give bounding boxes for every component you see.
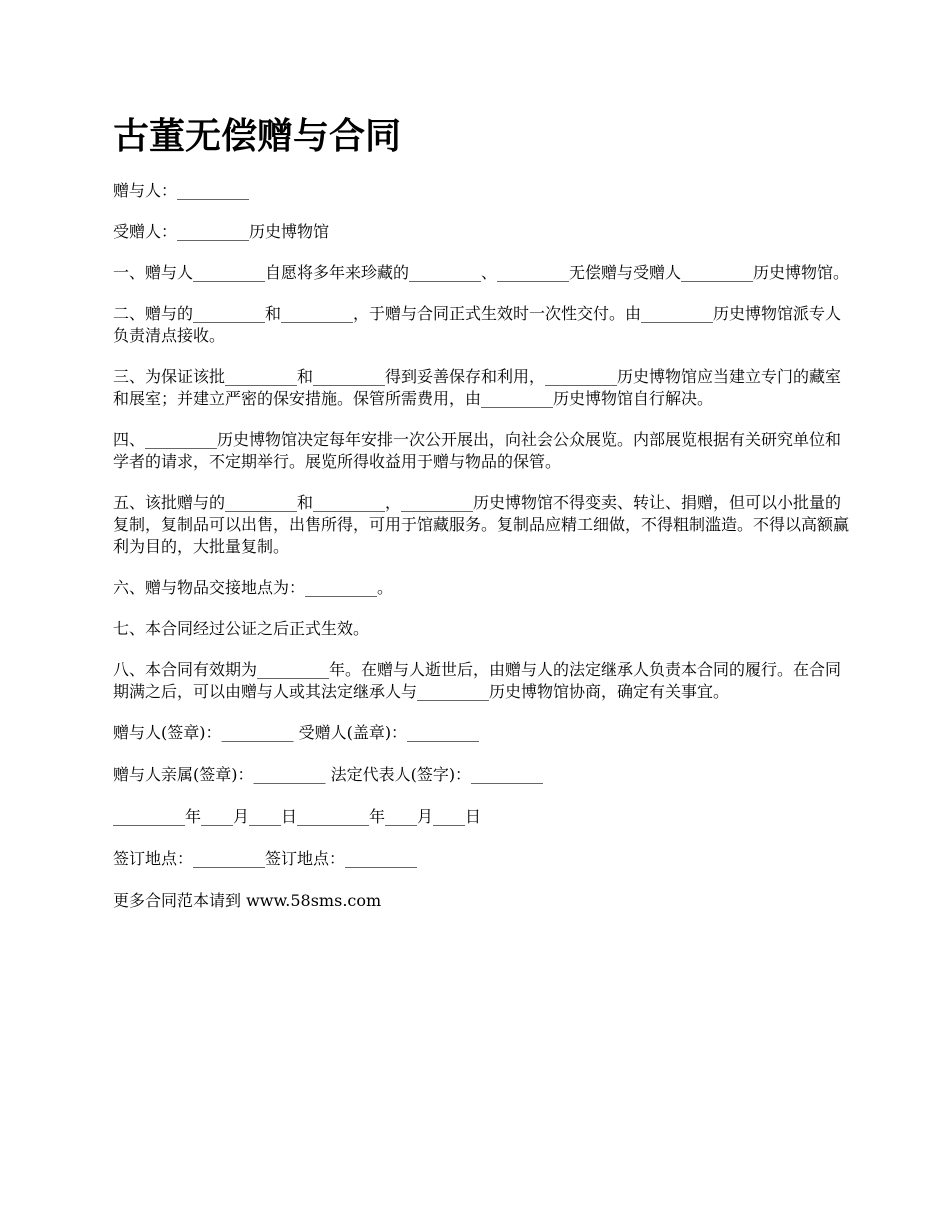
clause-4: 四、_________历史博物馆决定每年安排一次公开展出，向社会公众展览。内部展览根据有关研究单位和学者的请求，不定期举行。展览所得收益用于赠与物品的保管。 — [113, 430, 842, 471]
signature-line-parties: 赠与人(签章)：_________ 受赠人(盖章)：_________ — [113, 723, 480, 742]
clause-7: 七、本合同经过公证之后正式生效。 — [113, 619, 370, 638]
clause-8: 八、本合同有效期为_________年。在赠与人逝世后，由赠与人的法定继承人负责本合同的履行。在合同期满之后，可以由赠与人或其法定继承人与_________历史博物馆协商，确定有关事宜。 — [113, 660, 842, 701]
clause-3: 三、为保证该批_________和_________得到妥善保存和利用，_________历史博物馆应当建立专门的藏室和展室；并建立严密的保安措施。保管所需费用，由_________历史博物馆自行解决。 — [113, 367, 842, 408]
clause-5: 五、该批赠与的_________和_________，_________历史博物馆不得变卖、转让、捐赠，但可以小批量的复制，复制品可以出售，出售所得，可用于馆藏服务。复制品应精工细做，不得粗制滥造。不得以高额赢利为目的，大批量复制。 — [113, 493, 850, 556]
contract-page — [113, 112, 853, 931]
signature-date-line: _________年____月____日_________年____月____日 — [113, 807, 482, 826]
clause-6: 六、赠与物品交接地点为：_________。 — [113, 578, 394, 597]
clause-1: 一、赠与人_________自愿将多年来珍藏的_________、_________无偿赠与受赠人_________历史博物馆。 — [113, 263, 850, 282]
donee-line: 受赠人：_________历史博物馆 — [113, 222, 330, 241]
clause-2: 二、赠与的_________和_________，于赠与合同正式生效时一次性交付。由_________历史博物馆派专人负责清点接收。 — [113, 304, 842, 345]
document-title: 古董无偿赠与合同 — [113, 115, 402, 157]
signing-place-line: 签订地点：_________签订地点：_________ — [113, 849, 418, 868]
donor-line: 赠与人：_________ — [113, 181, 250, 200]
signature-line-relatives: 赠与人亲属(签章)：_________ 法定代表人(签字)：_________ — [113, 765, 544, 784]
footer-link-text: 更多合同范本请到 www.58sms.com — [113, 891, 382, 910]
